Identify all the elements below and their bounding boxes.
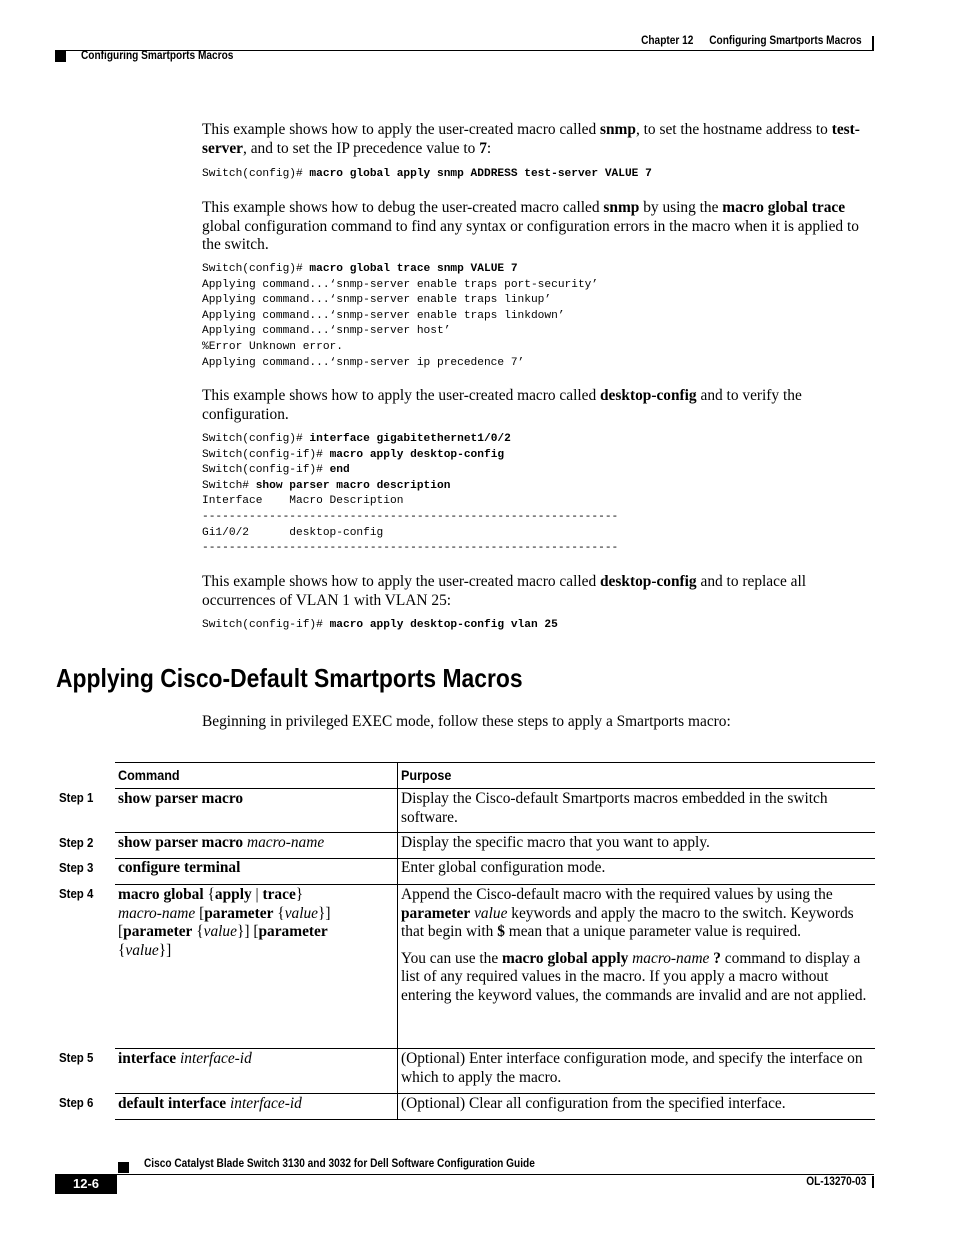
section-heading: Applying Cisco-Default Smartports Macros xyxy=(56,663,523,693)
step-label-6: Step 6 xyxy=(59,1095,94,1110)
step-label-1: Step 1 xyxy=(59,790,94,805)
step-4-purpose-para-2: You can use the macro global apply macro-name ? command to display a list of any required values in the macro. If you apply a macro without entering the keyword values, the commands are invalid and are not applied. xyxy=(401,949,867,1004)
header-block-mark xyxy=(55,51,66,62)
code-line: Switch(config)# interface gigabitethernet1/0/2 xyxy=(202,433,511,445)
footer-doc-number: OL-13270-03 xyxy=(805,1176,866,1188)
step-1-purpose: Display the Cisco-default Smartports macros embedded in the switch software. xyxy=(401,790,828,826)
step-label-4: Step 4 xyxy=(59,886,94,901)
column-header-command: Command xyxy=(118,767,180,783)
footer-guide-title: Cisco Catalyst Blade Switch 3130 and 3032 for Dell Software Configuration Guide xyxy=(144,1158,535,1170)
step-4-purpose-para-1: Append the Cisco-default macro with the required values by using the parameter value keywords and apply the macro to the switch. Keywords that begin with $ mean that a unique parameter value is required. xyxy=(401,886,854,941)
example-2-text: This example shows how to debug the user-created macro called snmp by using the macro global trace global configuration command to find any syntax or configuration errors in the macro when it is applied to the switch. xyxy=(202,199,859,254)
code-line: Interface Macro Description xyxy=(202,495,404,508)
code-line: -------------------------------------------------------------- xyxy=(202,510,619,523)
page-number: 12-6 xyxy=(55,1174,117,1194)
header-section-title: Configuring Smartports Macros xyxy=(81,50,234,62)
footer-block-mark xyxy=(118,1162,129,1173)
example-1-text: This example shows how to apply the user-created macro called snmp, to set the hostname address to test-server, and to set the IP precedence value to 7: xyxy=(202,121,860,157)
code-line: Switch(config-if)# macro apply desktop-config xyxy=(202,448,505,461)
step-2-command: show parser macro macro-name xyxy=(118,834,325,851)
step-4-command: macro global {apply | trace} macro-name [parameter {value}] [parameter {value}] [parameter {value}] xyxy=(118,886,331,959)
code-line: Applying command...‘snmp-server enable traps linkdown’ xyxy=(202,309,565,322)
running-header-chapter xyxy=(641,35,862,47)
step-3-purpose: Enter global configuration mode. xyxy=(401,859,606,876)
step-label-3: Step 3 xyxy=(59,860,94,875)
example-2-code xyxy=(202,262,598,371)
step-3-command: configure terminal xyxy=(118,859,241,876)
code-line: Applying command...‘snmp-server enable traps port-security’ xyxy=(202,278,599,291)
code-line: Applying command...‘snmp-server ip precedence 7’ xyxy=(202,356,525,369)
code-line: -------------------------------------------------------------- xyxy=(202,542,619,555)
code-line: Applying command...‘snmp-server host’ xyxy=(202,325,451,338)
step-5-command: interface interface-id xyxy=(118,1050,252,1067)
table-row-step-6 xyxy=(115,1093,875,1120)
step-2-purpose: Display the specific macro that you want to apply. xyxy=(401,834,710,851)
example-4-text: This example shows how to apply the user-created macro called desktop-config and to replace all occurrences of VLAN 1 with VLAN 25: xyxy=(202,573,807,609)
table-row-step-3 xyxy=(115,858,875,885)
step-label-5: Step 5 xyxy=(59,1050,94,1065)
table-row-step-5 xyxy=(115,1048,875,1094)
code-line: Gi1/0/2 desktop-config xyxy=(202,526,384,539)
step-6-command: default interface interface-id xyxy=(118,1095,302,1112)
table-row-step-4 xyxy=(115,884,875,1049)
code-line: Applying command...‘snmp-server enable traps linkup’ xyxy=(202,294,552,307)
step-1-command: show parser macro xyxy=(118,790,244,807)
table-row-step-1 xyxy=(115,788,875,833)
header-bar-mark xyxy=(872,36,874,50)
example-3-code xyxy=(202,432,618,557)
step-5-purpose: (Optional) Enter interface configuration mode, and specify the interface on which to apply the macro. xyxy=(401,1050,863,1086)
section-intro: Beginning in privileged EXEC mode, follow these steps to apply a Smartports macro: xyxy=(202,713,731,730)
example-4-code: Switch(config-if)# macro apply desktop-config vlan 25 xyxy=(202,619,558,631)
example-3-text: This example shows how to apply the user-created macro called desktop-config and to verify the configuration. xyxy=(202,387,802,423)
code-line: %Error Unknown error. xyxy=(202,340,343,353)
code-line: Switch(config-if)# end xyxy=(202,464,350,477)
step-6-purpose: (Optional) Clear all configuration from the specified interface. xyxy=(401,1095,786,1112)
code-line: Switch# show parser macro description xyxy=(202,479,451,492)
code-line: Switch(config)# macro global trace snmp VALUE 7 xyxy=(202,263,518,275)
column-header-purpose: Purpose xyxy=(401,767,452,783)
header-chapter-title: Configuring Smartports Macros xyxy=(709,35,862,47)
header-chapter-number: Chapter 12 xyxy=(641,35,694,47)
footer-bar-mark xyxy=(872,1176,874,1188)
table-row-step-2 xyxy=(115,832,875,859)
footer-rule xyxy=(117,1174,874,1175)
table-header-row xyxy=(115,762,875,789)
step-4-purpose xyxy=(401,886,871,1014)
example-1-code: Switch(config)# macro global apply snmp ADDRESS test-server VALUE 7 xyxy=(202,168,652,180)
step-label-2: Step 2 xyxy=(59,835,94,850)
